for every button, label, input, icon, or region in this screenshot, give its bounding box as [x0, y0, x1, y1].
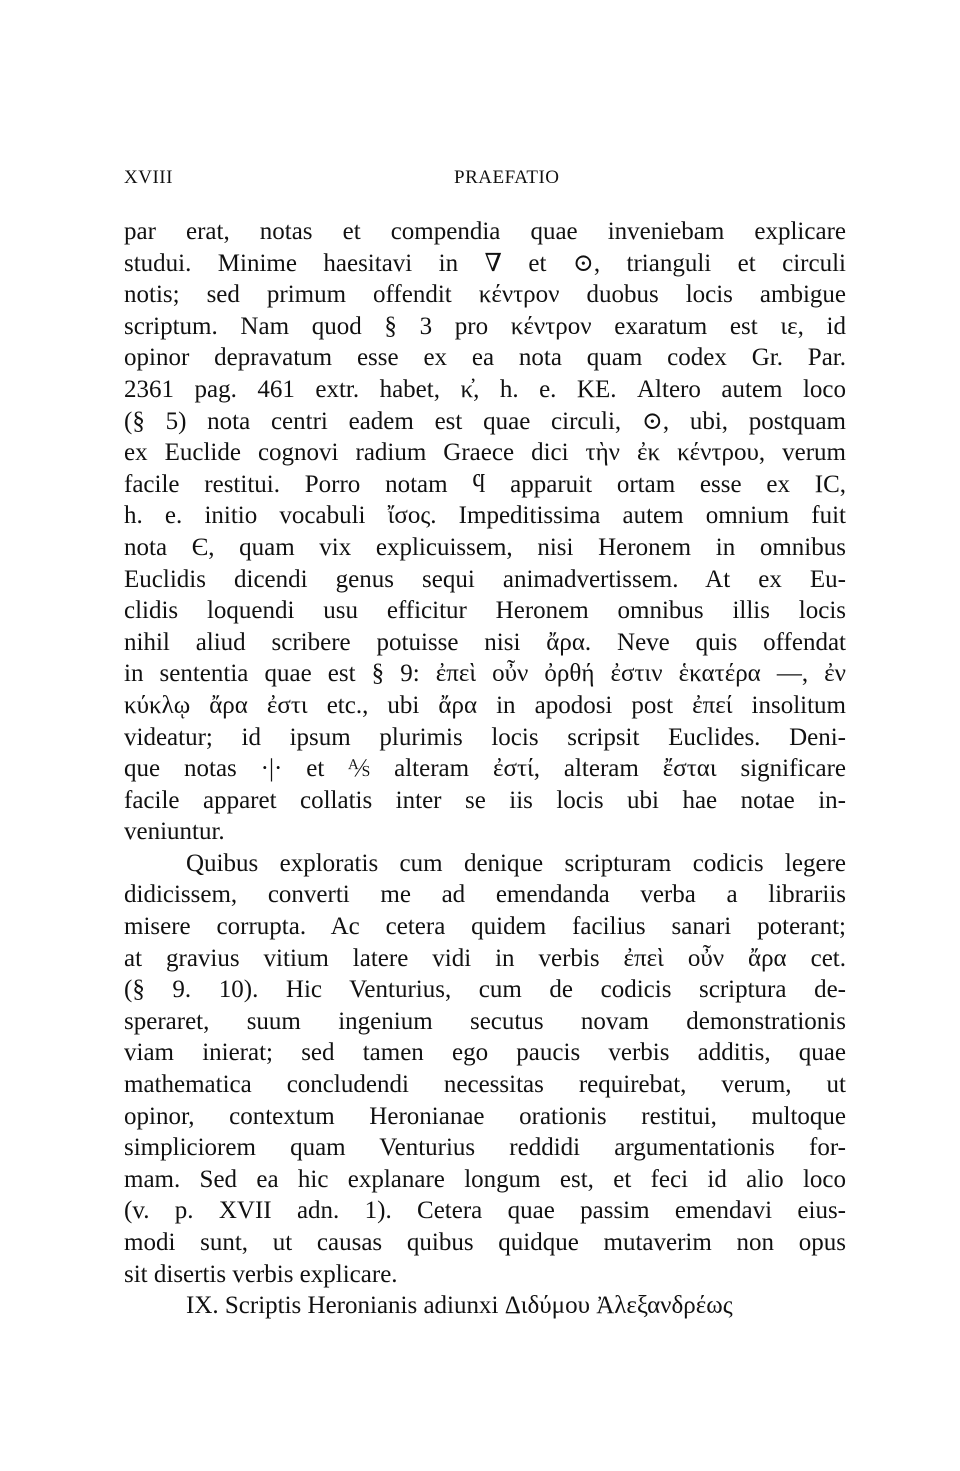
text-line: Euclidis dicendi genus sequi animadvertissem. At ex Eu- [124, 565, 846, 593]
text-line: opinor depravatum esse ex ea nota quam codex Gr. Par. [124, 344, 846, 372]
body-text [124, 216, 846, 1322]
text-line: videatur; id ipsum plurimis locis scripsit Euclides. Deni- [124, 723, 846, 751]
text-line: mam. Sed ea hic explanare longum est, et feci id alio loco [124, 1165, 846, 1193]
text-line: at gravius vitium latere vidi in verbis ἐπεὶ οὖν ἄρα cet. [124, 944, 846, 972]
text-line: h. e. initio vocabuli ἴσος. Impeditissima autem omnium fuit [124, 502, 846, 530]
text-line: studui. Minime haesitavi in ∇ et ⊙, trianguli et circuli [124, 249, 846, 277]
page-header [124, 167, 844, 197]
text-line: que notas ·|· et ⅍ alteram ἐστί, alteram ἔσται significare [124, 755, 846, 783]
text-line: notis; sed primum offendit κέντρον duobus locis ambigue [124, 281, 846, 309]
text-line: nota Є, quam vix explicuissem, nisi Heronem in omnibus [124, 533, 846, 561]
text-line: 2361 pag. 461 extr. habet, κ̓, h. e. ΚΕ. Altero autem loco [124, 375, 846, 403]
text-line: κύκλῳ ἄρα ἐστι etc., ubi ἄρα in apodosi post ἐπεί insolitum [124, 691, 846, 719]
text-line: (§ 5) nota centri eadem est quae circuli, ⊙, ubi, postquam [124, 407, 846, 435]
text-line: didicissem, converti me ad emendanda verba a librariis [124, 881, 846, 909]
text-line: ex Euclide cognovi radium Graece dici τὴν ἐκ κέντρου, verum [124, 439, 846, 467]
section-heading-line: IX. Scriptis Heronianis adiunxi Διδύμου Ἀλεξανδρέως [186, 1292, 733, 1320]
text-line: opinor, contextum Heronianae orationis restitui, multoque [124, 1102, 846, 1130]
text-line: modi sunt, ut causas quibus quidque mutaverim non opus [124, 1229, 846, 1256]
text-line: speraret, suum ingenium secutus novam demonstrationis [124, 1007, 846, 1035]
text-line: facile restitui. Porro notam ϥ apparuit ortam esse ex ΙC, [124, 470, 846, 498]
text-line: viam inierat; sed tamen ego paucis verbis additis, quae [124, 1039, 846, 1067]
text-line: sit disertis verbis explicare. [124, 1260, 398, 1288]
text-line: facile apparet collatis inter se iis locis ubi hae notae in- [124, 786, 846, 814]
text-line: par erat, notas et compendia quae inveniebam explicare [124, 218, 846, 245]
text-line: veniuntur. [124, 818, 225, 846]
text-line: (§ 9. 10). Hic Venturius, cum de codicis scriptura de- [124, 976, 846, 1004]
text-line: scriptum. Nam quod § 3 pro κέντρον exaratum est ιε, id [124, 312, 846, 340]
text-line: misere corrupta. Ac cetera quidem facilius sanari poterant; [124, 913, 846, 941]
text-line: (v. p. XVII adn. 1). Cetera quae passim emendavi eius- [124, 1197, 846, 1225]
text-line: in sententia quae est § 9: ἐπεὶ οὖν ὀρθή ἐστιν ἑκατέρα —, ἐν [124, 660, 846, 688]
text-line: mathematica concludendi necessitas requirebat, verum, ut [124, 1071, 846, 1099]
text-line: simpliciorem quam Venturius reddidi argumentationis for- [124, 1134, 846, 1162]
running-head: PRAEFATIO [454, 167, 560, 188]
text-line: nihil aliud scribere potuisse nisi ἄρα. Neve quis offendat [124, 628, 846, 656]
page-number: XVIII [124, 167, 173, 188]
text-line: Quibus exploratis cum denique scripturam codicis legere [186, 849, 846, 877]
text-line: clidis loquendi usu efficitur Heronem omnibus illis locis [124, 597, 846, 625]
